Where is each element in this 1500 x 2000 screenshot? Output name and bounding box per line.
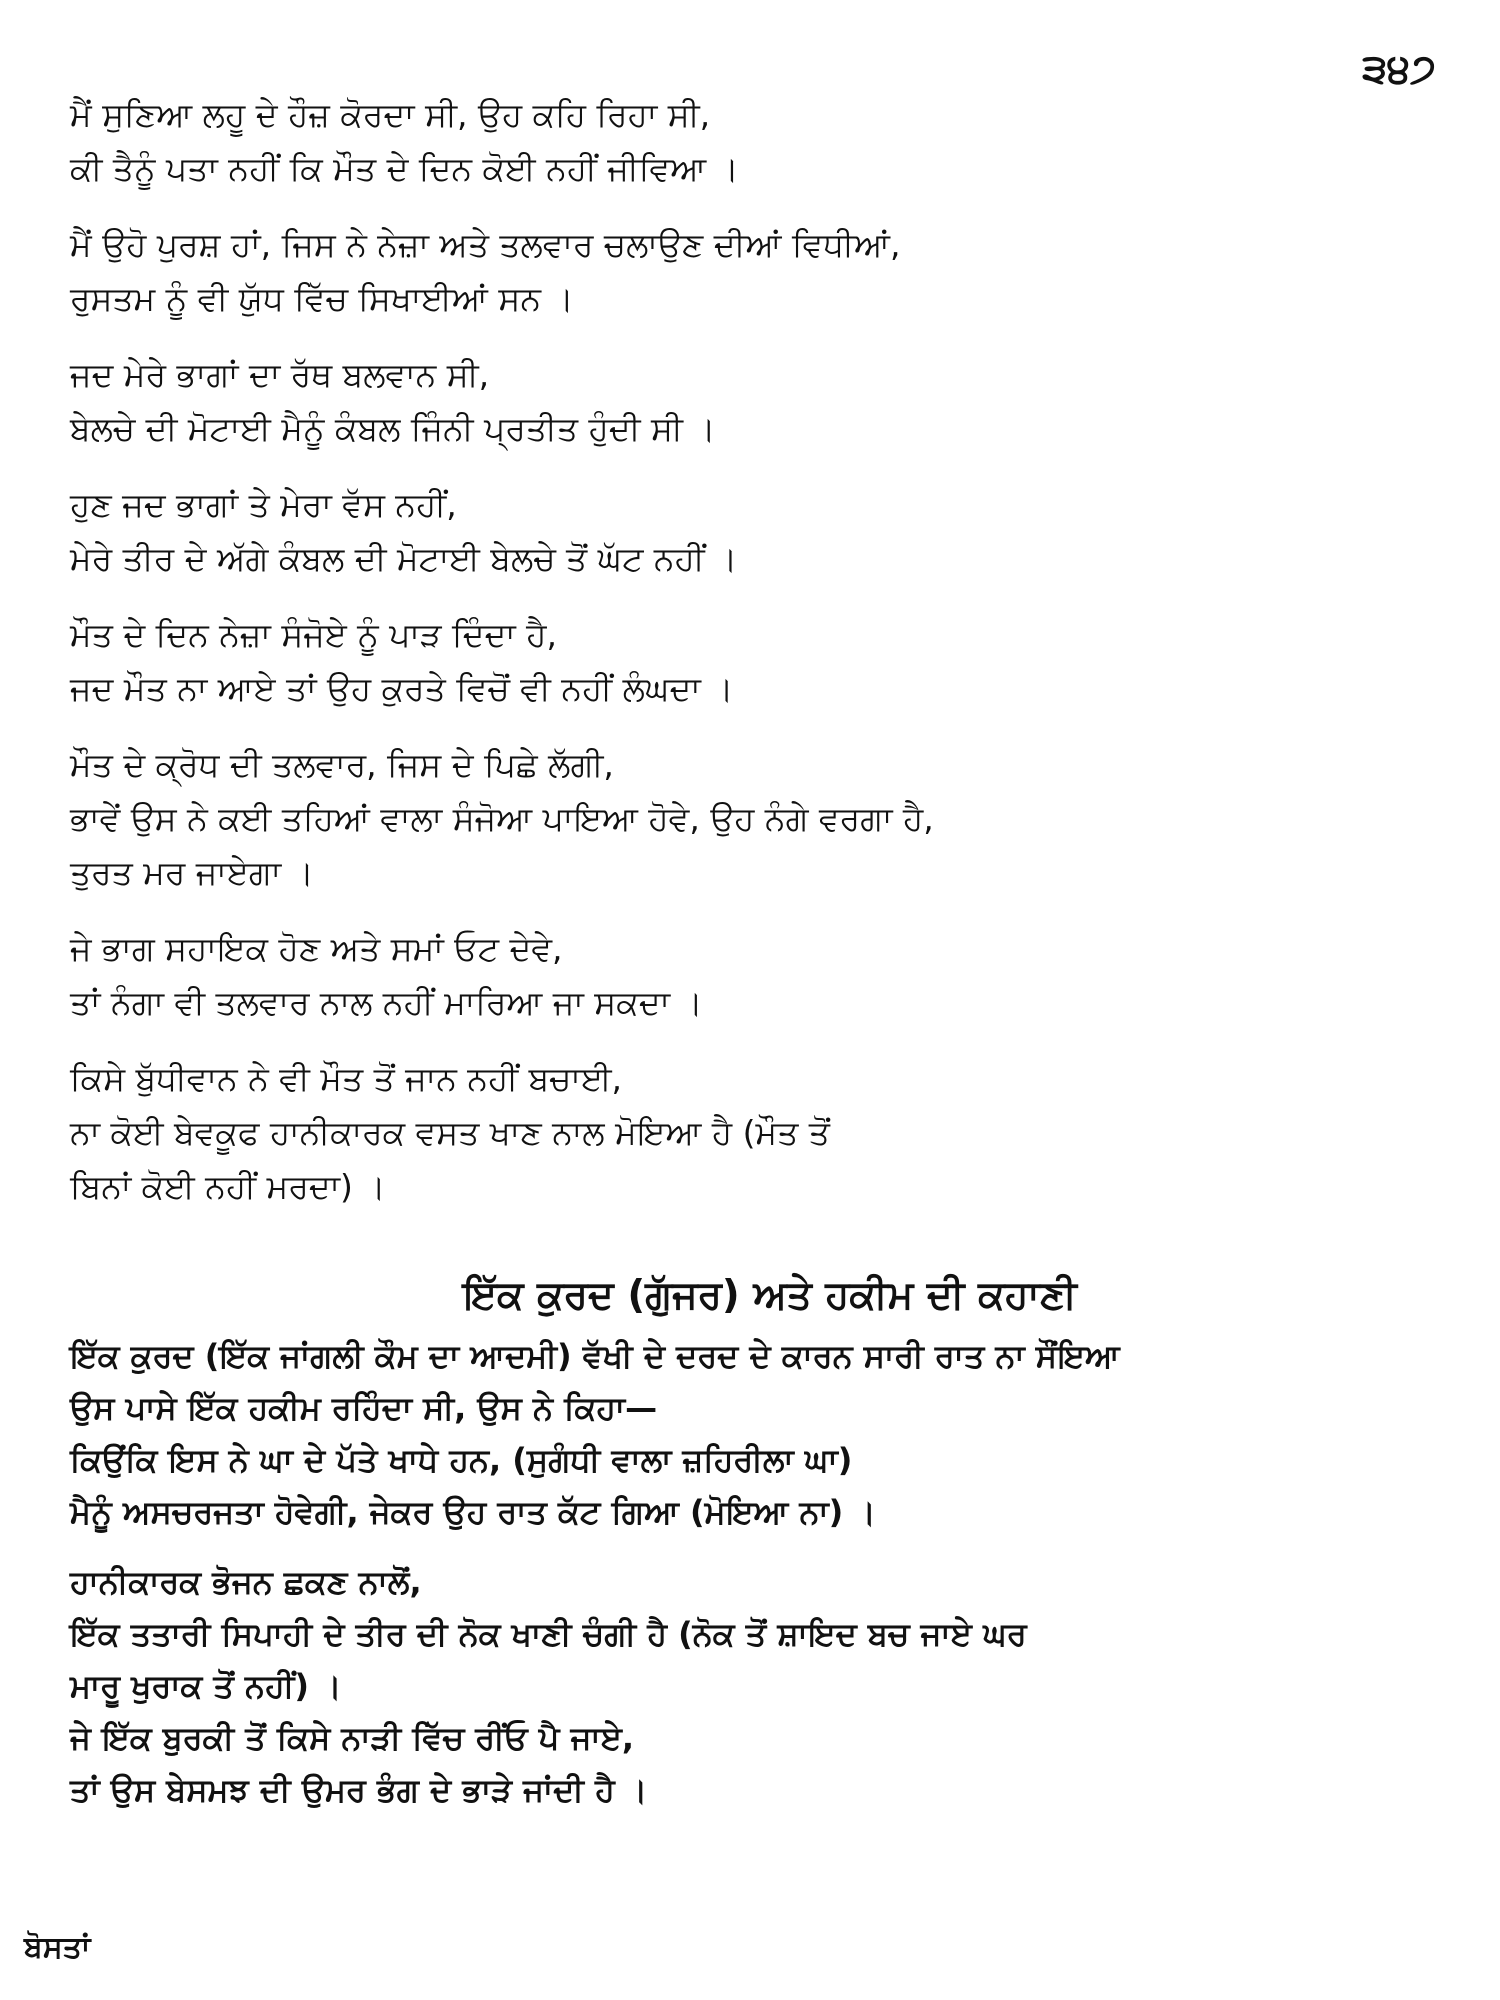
stanza bbox=[70, 608, 1470, 716]
stanza bbox=[70, 922, 1470, 1030]
verse-line: ਕਿਸੇ ਬੁੱਧੀਵਾਨ ਨੇ ਵੀ ਮੌਤ ਤੋਂ ਜਾਨ ਨਹੀਂ ਬਚਾਈ, bbox=[70, 1059, 623, 1098]
page-number: ੩੪੭ bbox=[1362, 46, 1436, 92]
verse-line: ਰੁਸਤਮ ਨੂੰ ਵੀ ਯੁੱਧ ਵਿੱਚ ਸਿਖਾਈਆਂ ਸਨ । bbox=[70, 279, 574, 318]
verse-line: ਜੇ ਭਾਗ ਸਹਾਇਕ ਹੋਣ ਅਤੇ ਸਮਾਂ ਓਟ ਦੇਵੇ, bbox=[70, 929, 563, 968]
verse-line: ਮੈਂ ਸੁਣਿਆ ਲਹੂ ਦੇ ਹੌਜ਼ ਕੋਰਦਾ ਸੀ, ਉਹ ਕਹਿ ਰਿਹਾ ਸੀ, bbox=[70, 95, 711, 134]
story-body bbox=[70, 1330, 1470, 1834]
story-line: ਮੈਨੂੰ ਅਸਚਰਜਤਾ ਹੋਵੇਗੀ, ਜੇਕਰ ਉਹ ਰਾਤ ਕੱਟ ਗਿਆ (ਮੋਇਆ ਨਾ) । bbox=[70, 1493, 876, 1531]
stanza bbox=[70, 738, 1470, 900]
story-line: ਜੇ ਇੱਕ ਬੁਰਕੀ ਤੋਂ ਕਿਸੇ ਨਾੜੀ ਵਿੱਚ ਰੀਂਓ ਪੈ ਜਾਏ, bbox=[70, 1719, 635, 1757]
running-footer: ਬੋਸਤਾਂ bbox=[24, 1930, 91, 1965]
verse-line: ਹੁਣ ਜਦ ਭਾਗਾਂ ਤੇ ਮੇਰਾ ਵੱਸ ਨਹੀਂ, bbox=[70, 485, 457, 524]
poem-body bbox=[70, 88, 1470, 1236]
story-line: ਇੱਕ ਤਤਾਰੀ ਸਿਪਾਹੀ ਦੇ ਤੀਰ ਦੀ ਨੋਕ ਖਾਣੀ ਚੰਗੀ ਹੈ (ਨੋਕ ਤੋਂ ਸ਼ਾਇਦ ਬਚ ਜਾਏ ਘਰ bbox=[70, 1615, 1027, 1653]
verse-line: ਤਾਂ ਨੰਗਾ ਵੀ ਤਲਵਾਰ ਨਾਲ ਨਹੀਂ ਮਾਰਿਆ ਜਾ ਸਕਦਾ । bbox=[70, 983, 703, 1022]
stanza bbox=[70, 1052, 1470, 1214]
verse-line: ਜਦ ਮੇਰੇ ਭਾਗਾਂ ਦਾ ਰੱਥ ਬਲਵਾਨ ਸੀ, bbox=[70, 355, 490, 394]
stanza bbox=[70, 88, 1470, 196]
stanza bbox=[70, 218, 1470, 326]
story-line: ਇੱਕ ਕੁਰਦ (ਇੱਕ ਜਾਂਗਲੀ ਕੌਮ ਦਾ ਆਦਮੀ) ਵੱਖੀ ਦੇ ਦਰਦ ਦੇ ਕਾਰਨ ਸਾਰੀ ਰਾਤ ਨਾ ਸੌਂਇਆ bbox=[70, 1337, 1120, 1375]
story-title: ਇੱਕ ਕੁਰਦ (ਗੁੱਜਰ) ਅਤੇ ਹਕੀਮ ਦੀ ਕਹਾਣੀ bbox=[463, 1273, 1077, 1318]
verse-line: ਭਾਵੇਂ ਉਸ ਨੇ ਕਈ ਤਹਿਆਂ ਵਾਲਾ ਸੰਜੋਆ ਪਾਇਆ ਹੋਵੇ, ਉਹ ਨੰਗੇ ਵਰਗਾ ਹੈ, bbox=[70, 799, 934, 838]
story-stanza bbox=[70, 1556, 1470, 1816]
verse-line: ਮੌਤ ਦੇ ਦਿਨ ਨੇਜ਼ਾ ਸੰਜੋਏ ਨੂੰ ਪਾੜ ਦਿੰਦਾ ਹੈ, bbox=[70, 615, 557, 654]
verse-line: ਨਾ ਕੋਈ ਬੇਵਕੂਫ ਹਾਨੀਕਾਰਕ ਵਸਤ ਖਾਣ ਨਾਲ ਮੋਇਆ ਹੈ (ਮੌਤ ਤੋਂ bbox=[70, 1113, 830, 1152]
verse-line: ਕੀ ਤੈਨੂੰ ਪਤਾ ਨਹੀਂ ਕਿ ਮੌਤ ਦੇ ਦਿਨ ਕੋਈ ਨਹੀਂ ਜੀਵਿਆ । bbox=[70, 149, 739, 188]
verse-line: ਮੌਤ ਦੇ ਕ੍ਰੋਧ ਦੀ ਤਲਵਾਰ, ਜਿਸ ਦੇ ਪਿਛੇ ਲੱਗੀ, bbox=[70, 745, 614, 784]
verse-line: ਬਿਨਾਂ ਕੋਈ ਨਹੀਂ ਮਰਦਾ) । bbox=[70, 1167, 386, 1206]
story-stanza bbox=[70, 1330, 1470, 1538]
story-line: ਹਾਨੀਕਾਰਕ ਭੋਜਨ ਛਕਣ ਨਾਲੋਂ, bbox=[70, 1563, 422, 1601]
verse-line: ਤੁਰਤ ਮਰ ਜਾਏਗਾ । bbox=[70, 853, 314, 892]
story-line: ਤਾਂ ਉਸ ਬੇਸਮਝ ਦੀ ਉਮਰ ਭੰਗ ਦੇ ਭਾੜੇ ਜਾਂਦੀ ਹੈ । bbox=[70, 1771, 648, 1809]
story-line: ਕਿਉਂਕਿ ਇਸ ਨੇ ਘਾ ਦੇ ਪੱਤੇ ਖਾਧੇ ਹਨ, (ਸੁਗੰਧੀ ਵਾਲਾ ਜ਼ਹਿਰੀਲਾ ਘਾ) bbox=[70, 1441, 853, 1479]
verse-line: ਬੇਲਚੇ ਦੀ ਮੋਟਾਈ ਮੈਨੂੰ ਕੰਬਲ ਜਿੰਨੀ ਪ੍ਰਤੀਤ ਹੁੰਦੀ ਸੀ । bbox=[70, 409, 716, 448]
verse-line: ਜਦ ਮੌਤ ਨਾ ਆਏ ਤਾਂ ਉਹ ਕੁਰਤੇ ਵਿਚੋਂ ਵੀ ਨਹੀਂ ਲੰਘਦਾ । bbox=[70, 669, 734, 708]
stanza bbox=[70, 478, 1470, 586]
verse-line: ਮੇਰੇ ਤੀਰ ਦੇ ਅੱਗੇ ਕੰਬਲ ਦੀ ਮੋਟਾਈ ਬੇਲਚੇ ਤੋਂ ਘੱਟ ਨਹੀਂ । bbox=[70, 539, 738, 578]
verse-line: ਮੈਂ ਉਹੋ ਪੁਰਸ਼ ਹਾਂ, ਜਿਸ ਨੇ ਨੇਜ਼ਾ ਅਤੇ ਤਲਵਾਰ ਚਲਾਉਣ ਦੀਆਂ ਵਿਧੀਆਂ, bbox=[70, 225, 901, 264]
story-line: ਮਾਰੂ ਖੁਰਾਕ ਤੋਂ ਨਹੀਂ) । bbox=[70, 1667, 342, 1705]
stanza bbox=[70, 348, 1470, 456]
story-line: ਉਸ ਪਾਸੇ ਇੱਕ ਹਕੀਮ ਰਹਿੰਦਾ ਸੀ, ਉਸ ਨੇ ਕਿਹਾ— bbox=[70, 1389, 658, 1427]
